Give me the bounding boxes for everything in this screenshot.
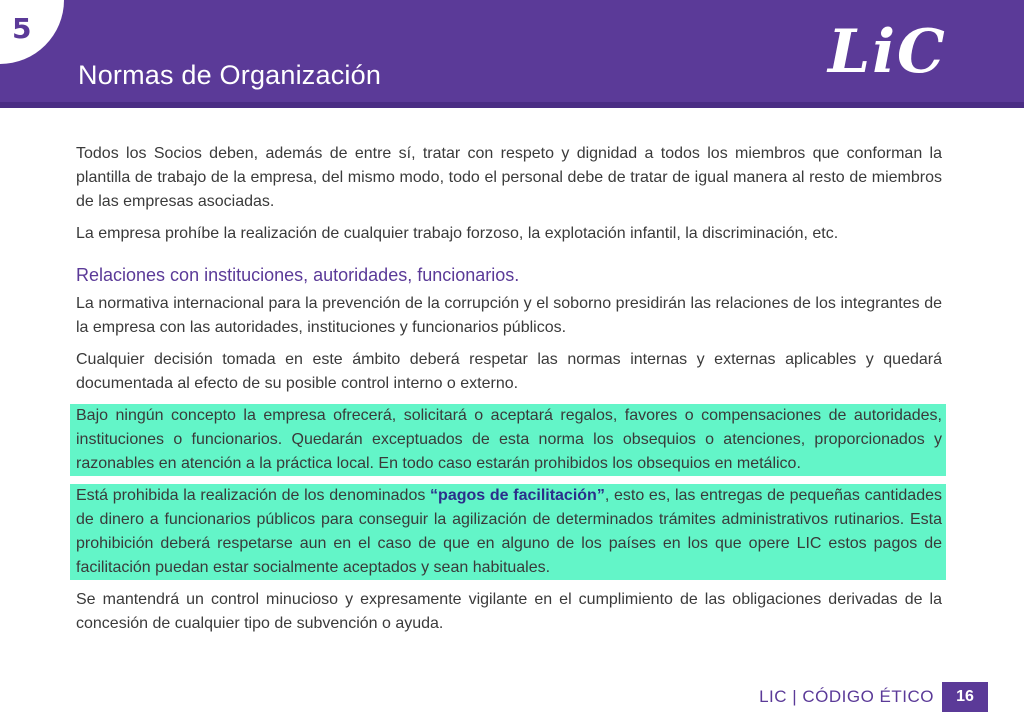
page-title: Normas de Organización <box>78 60 382 90</box>
lic-logo: LiC <box>828 17 947 87</box>
highlighted-paragraph-facilitation <box>70 484 946 580</box>
chapter-tab <box>0 0 64 64</box>
facilitation-term: “pagos de facilitación” <box>430 487 605 504</box>
paragraph-respect: Todos los Socios deben, además de entre sí, tratar con respeto y dignidad a todos los miembros que conforman la plantilla de trabajo de la empresa, del mismo modo, todo el personal debe de tratar de igual manera al resto de miembros de las empresas asociadas. <box>76 145 942 210</box>
document-body <box>76 142 942 644</box>
paragraph-anticorruption: La normativa internacional para la prevención de la corrupción y el soborno presidirán las relaciones de los integrantes de la empresa con las autoridades, instituciones y funcionarios públicos. <box>76 295 942 336</box>
page-header <box>0 0 1024 108</box>
chapter-number: 5 <box>12 12 32 45</box>
paragraph-decisions: Cualquier decisión tomada en este ámbito deberá respetar las normas internas y externas aplicables y quedará documentada al efecto de su posible control interno o externo. <box>76 351 942 392</box>
paragraph-prohibitions: La empresa prohíbe la realización de cualquier trabajo forzoso, la explotación infantil, la discriminación, etc. <box>76 225 839 242</box>
paragraph-subsidies: Se mantendrá un control minucioso y expresamente vigilante en el cumplimiento de las obligaciones derivadas de la concesión de cualquier tipo de subvención o ayuda. <box>76 591 942 632</box>
highlighted-paragraph-gifts: Bajo ningún concepto la empresa ofrecerá, solicitará o aceptará regalos, favores o compensaciones de autoridades, instituciones o funcionarios. Quedarán exceptuados de esta norma los obsequios o atenciones, proporcionados y razonables en atención a la práctica local. En todo caso estarán prohibidos los obsequios en metálico. <box>70 404 946 476</box>
section-heading: Relaciones con instituciones, autoridades, funcionarios. <box>76 265 520 285</box>
facilitation-text-after: , esto es, las entregas de pequeñas cantidades de dinero a funcionarios públicos para conseguir la agilización de determinados trámites administrativos rutinarios. Esta prohibición deberá respetarse aun en el caso de que en alguno de los países en los que opere LIC estos pagos de facilitación puedan estar socialmente aceptados y sean habituales. <box>76 487 942 576</box>
page-footer <box>759 682 988 712</box>
footer-label: LIC | CÓDIGO ÉTICO <box>759 687 934 706</box>
page-number: 16 <box>942 682 988 712</box>
facilitation-text-before: Está prohibida la realización de los denominados <box>76 487 431 504</box>
